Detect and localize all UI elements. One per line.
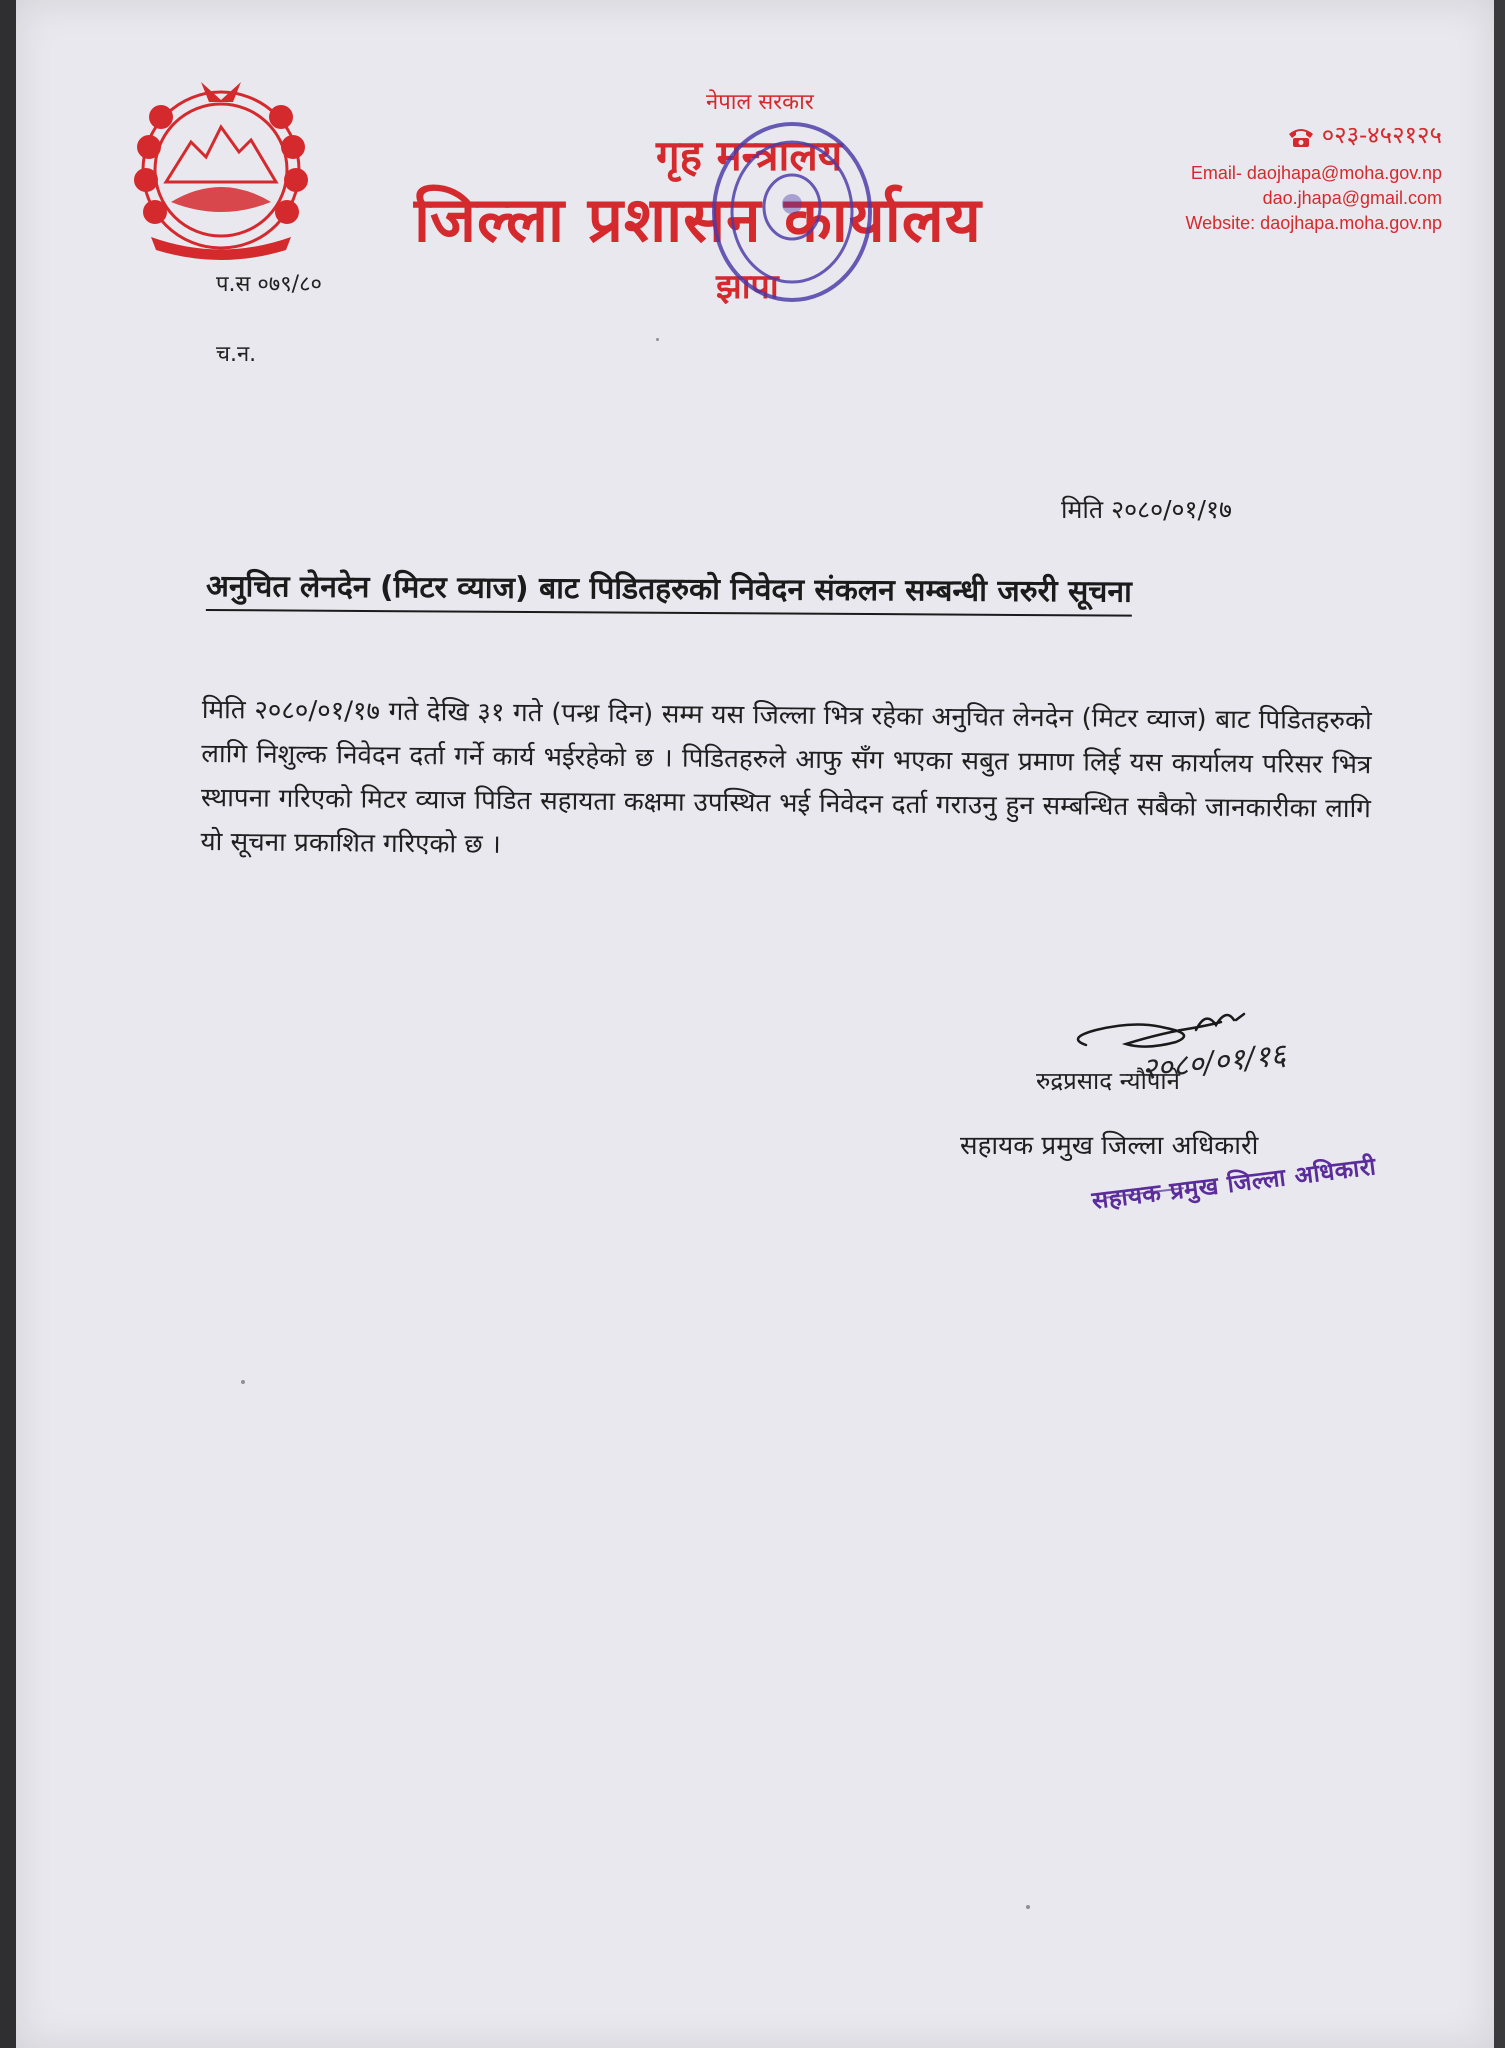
district-name: झापा <box>716 267 779 307</box>
office-title: जिल्ला प्रशासन कार्यालय <box>414 183 982 256</box>
ministry-title: गृह मन्त्रालय <box>656 131 843 180</box>
scan-speck <box>241 1380 245 1384</box>
office-seal-stamp-icon <box>702 112 882 312</box>
nepal-emblem-icon <box>121 72 321 262</box>
government-label: नेपाल सरकार <box>706 90 814 115</box>
scan-edge-left <box>0 0 16 2048</box>
phone-number <box>1286 118 1442 151</box>
dispatch-number: च.न. <box>216 342 257 367</box>
email-secondary: dao.jhapa@gmail.com <box>1262 188 1442 208</box>
scan-speck <box>656 338 659 341</box>
notice-subject: अनुचित लेनदेन (मिटर व्याज) बाट पिडितहरुको निवेदन संकलन सम्बन्धी जरुरी सूचना <box>206 564 1132 617</box>
letter-page <box>16 0 1494 2048</box>
telephone-icon <box>1286 126 1316 148</box>
signatory-designation: सहायक प्रमुख जिल्ला अधिकारी <box>960 1131 1259 1161</box>
designation-stamp: सहायक प्रमुख जिल्ला अधिकारी <box>1090 1152 1378 1215</box>
scan-speck <box>1026 1905 1030 1909</box>
letter-reference-number: प.स ०७९/८० <box>216 272 322 297</box>
signature-date: २०८०/०१/१६ <box>1139 1037 1288 1088</box>
letter-date: मिति २०८०/०१/१७ <box>1061 495 1232 524</box>
phone-number-text: ०२३-४५२१२५ <box>1321 122 1442 149</box>
notice-body: मिति २०८०/०१/१७ गते देखि ३१ गते (पन्ध्र दिन) सम्म यस जिल्ला भित्र रहेका अनुचित लेनदेन (मिटर व्याज) बाट पिडितहरुको लागि निशुल्क निवेदन दर्ता गर्ने कार्य भईरहेको छ । पिडितहरुले आफु सँग भएका सबुत प्रमाण लिई यस कार्यालय परिसर भित्र स्थापना गरिएको मिटर व्याज पिडित सहायता कक्षमा उपस्थित भई निवेदन दर्ता गराउनु हुन सम्बन्धित सबैको जानकारीका लागि यो सूचना प्रकाशित गरिएको छ । <box>200 694 1372 860</box>
signatory-name: रुद्रप्रसाद न्यौपाने <box>1036 1067 1180 1095</box>
email-primary: Email- daojhapa@moha.gov.np <box>1190 163 1442 183</box>
website: Website: daojhapa.moha.gov.np <box>1185 213 1442 233</box>
scan-edge-right <box>1494 0 1505 2048</box>
